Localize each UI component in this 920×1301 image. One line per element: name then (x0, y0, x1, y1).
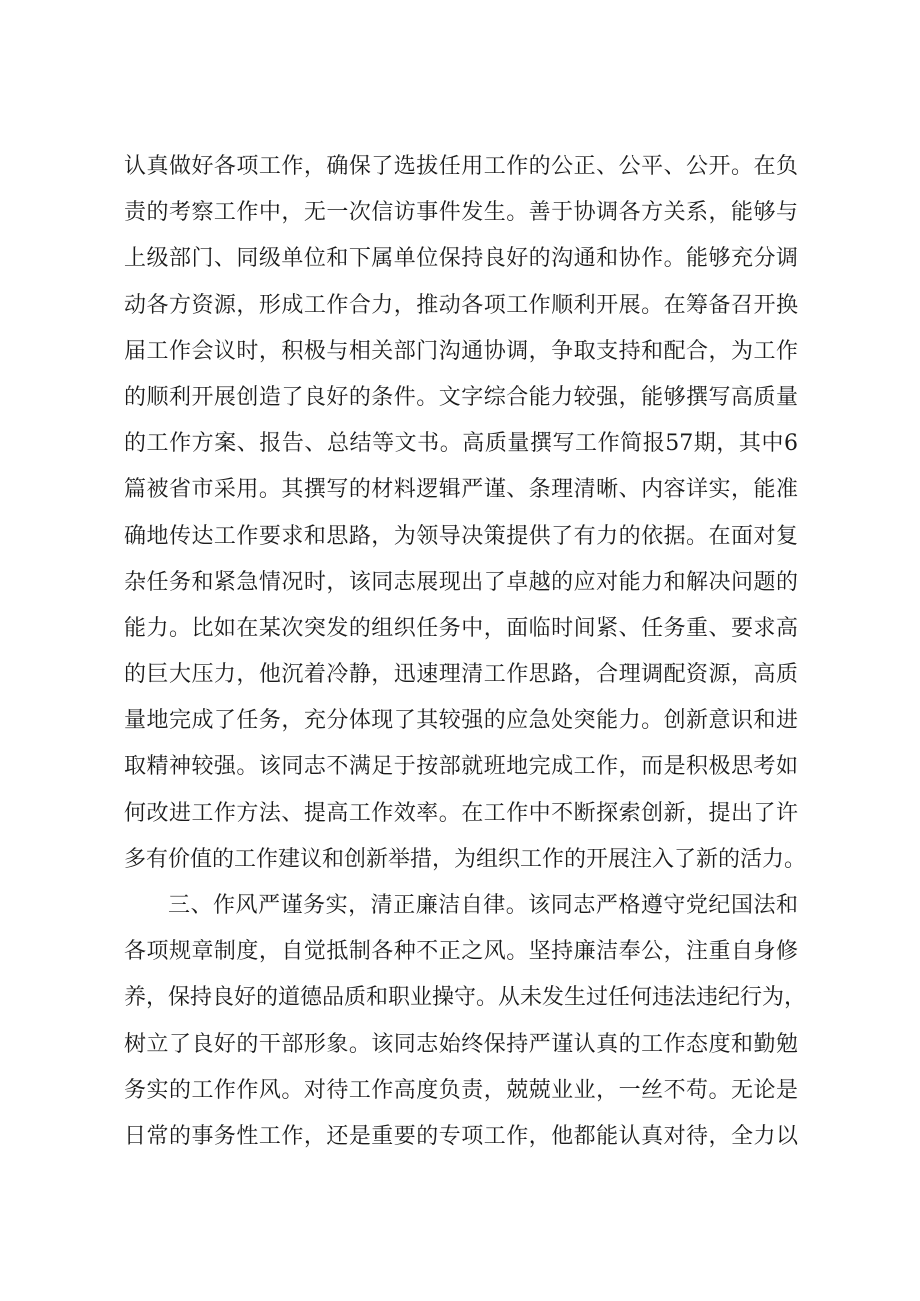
text-line: 务实的工作作风。对待工作高度负责，兢兢业业，一丝不苟。无论是 (124, 1077, 798, 1103)
text-line: 养，保持良好的道德品质和职业操守。从未发生过任何违法违纪行为， (124, 985, 807, 1011)
text-line: 届工作会议时，积极与相关部门沟通协调，争取支持和配合，为工作 (124, 338, 798, 364)
paragraph-1 (124, 144, 807, 883)
text-line: 树立了良好的干部形象。该同志始终保持严谨认真的工作态度和勤勉 (124, 1031, 798, 1057)
paragraph-2 (124, 883, 807, 1160)
text-line: 各项规章制度，自觉抵制各种不正之风。坚持廉洁奉公，注重自身修 (124, 939, 798, 965)
text-line: 日常的事务性工作，还是重要的专项工作，他都能认真对待，全力以 (124, 1123, 798, 1149)
text-line: 的顺利开展创造了良好的条件。文字综合能力较强，能够撰写高质量 (124, 384, 798, 410)
section-heading-line: 三、作风严谨务实，清正廉洁自律。该同志严格遵守党纪国法和 (168, 893, 798, 918)
text-line: 能力。比如在某次突发的组织任务中，面临时间紧、任务重、要求高 (124, 615, 798, 641)
text-line: 确地传达工作要求和思路，为领导决策提供了有力的依据。在面对复 (124, 523, 798, 549)
text-line: 杂任务和紧急情况时，该同志展现出了卓越的应对能力和解决问题的 (124, 569, 798, 595)
text-line: 篇被省市采用。其撰写的材料逻辑严谨、条理清晰、内容详实，能准 (124, 477, 798, 503)
text-line: 何改进工作方法、提高工作效率。在工作中不断探索创新，提出了许 (124, 800, 798, 826)
text-line: 的工作方案、报告、总结等文书。高质量撰写工作简报57期，其中6 (124, 431, 798, 457)
text-line: 量地完成了任务，充分体现了其较强的应急处突能力。创新意识和进 (124, 708, 798, 734)
text-line: 的巨大压力，他沉着冷静，迅速理清工作思路，合理调配资源，高质 (124, 662, 798, 688)
body-text (124, 144, 807, 1160)
text-line: 认真做好各项工作，确保了选拔任用工作的公正、公平、公开。在负 (124, 154, 798, 179)
text-line: 动各方资源，形成工作合力，推动各项工作顺利开展。在筹备召开换 (124, 292, 798, 318)
text-line: 上级部门、同级单位和下属单位保持良好的沟通和协作。能够充分调 (124, 246, 798, 272)
text-line: 取精神较强。该同志不满足于按部就班地完成工作，而是积极思考如 (124, 754, 798, 780)
text-line: 多有价值的工作建议和创新举措，为组织工作的开展注入了新的活力。 (124, 846, 807, 872)
text-line: 责的考察工作中，无一次信访事件发生。善于协调各方关系，能够与 (124, 200, 798, 226)
